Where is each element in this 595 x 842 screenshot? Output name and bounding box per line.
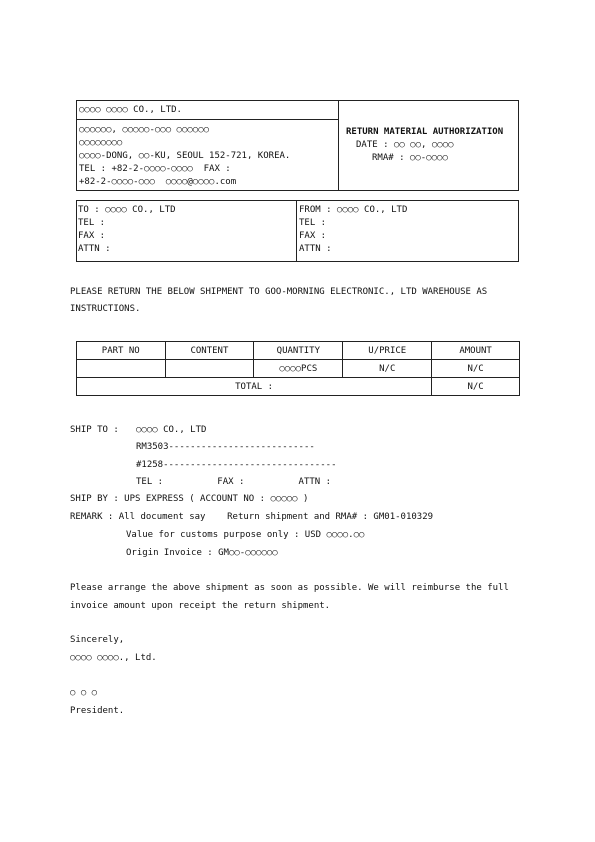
closing-line-2: invoice amount upon receipt the return shipment.: [70, 601, 331, 611]
ship-to-room: RM3503---------------------------: [136, 442, 315, 452]
address-divider: [296, 200, 297, 262]
document-title: RETURN MATERIAL AUTHORIZATION: [346, 127, 504, 137]
cell-quantity: ○○○○PCS: [254, 360, 343, 378]
sender-address-3: ○○○○-DONG, ○○-KU, SEOUL 152-721, KOREA.: [79, 151, 291, 161]
instruction-line-1: PLEASE RETURN THE BELOW SHIPMENT TO GOO-MORNING ELECTRONIC., LTD WAREHOUSE AS: [70, 287, 488, 297]
cell-part-no: [77, 360, 166, 378]
sender-fax-email: +82-2-○○○○-○○○ ○○○○@○○○○.com: [79, 177, 237, 187]
ship-to-contact: TEL : FAX : ATTN :: [136, 477, 332, 487]
total-amount: N/C: [432, 378, 520, 396]
to-fax: FAX :: [78, 231, 106, 241]
cell-unit-price: N/C: [343, 360, 432, 378]
signature-company: ○○○○ ○○○○., Ltd.: [70, 653, 157, 663]
ship-to-number: #1258--------------------------------: [136, 460, 337, 470]
salutation: Sincerely,: [70, 635, 125, 645]
sender-address-2: ○○○○○○○○: [79, 138, 123, 148]
document-date: DATE : ○○ ○○, ○○○○: [356, 140, 454, 150]
sender-tel-fax: TEL : +82-2-○○○○-○○○○ FAX :: [79, 164, 231, 174]
sender-address-1: ○○○○○○, ○○○○○-○○○ ○○○○○○: [79, 125, 210, 135]
to-company: TO : ○○○○ CO., LTD: [78, 205, 176, 215]
signer-name: ○ ○ ○: [70, 688, 98, 698]
cell-content: [165, 360, 254, 378]
remark-origin-invoice: Origin Invoice : GM○○-○○○○○○: [126, 548, 278, 558]
col-unit-price: U/PRICE: [343, 342, 432, 360]
col-quantity: QUANTITY: [254, 342, 343, 360]
from-company: FROM : ○○○○ CO., LTD: [299, 205, 408, 215]
ship-by: SHIP BY : UPS EXPRESS ( ACCOUNT NO : ○○○○○ ): [70, 494, 309, 504]
table-row: [77, 360, 520, 378]
header-vertical-divider: [338, 100, 339, 191]
ship-to-label: SHIP TO :: [70, 425, 119, 435]
to-attn: ATTN :: [78, 244, 111, 254]
col-part-no: PART NO: [77, 342, 166, 360]
col-content: CONTENT: [165, 342, 254, 360]
total-label: TOTAL :: [77, 378, 432, 396]
ship-to-company: ○○○○ CO., LTD: [136, 425, 207, 435]
remark-customs-value: Value for customs purpose only : USD ○○○○.○○: [126, 530, 365, 540]
closing-line-1: Please arrange the above shipment as soon as possible. We will reimburse the full: [70, 583, 509, 593]
from-fax: FAX :: [299, 231, 327, 241]
col-amount: AMOUNT: [432, 342, 520, 360]
table-total-row: [77, 378, 520, 396]
header-divider: [76, 119, 339, 120]
table-header-row: [77, 342, 520, 360]
from-tel: TEL :: [299, 218, 327, 228]
cell-amount: N/C: [432, 360, 520, 378]
from-attn: ATTN :: [299, 244, 332, 254]
sender-company: ○○○○ ○○○○ CO., LTD.: [79, 105, 182, 115]
to-tel: TEL :: [78, 218, 106, 228]
signer-title: President.: [70, 706, 125, 716]
rma-number: RMA# : ○○-○○○○: [372, 153, 448, 163]
remark: REMARK : All document say Return shipment and RMA# : GM01-010329: [70, 512, 434, 522]
goods-table: [76, 341, 520, 396]
instruction-line-2: INSTRUCTIONS.: [70, 304, 141, 314]
